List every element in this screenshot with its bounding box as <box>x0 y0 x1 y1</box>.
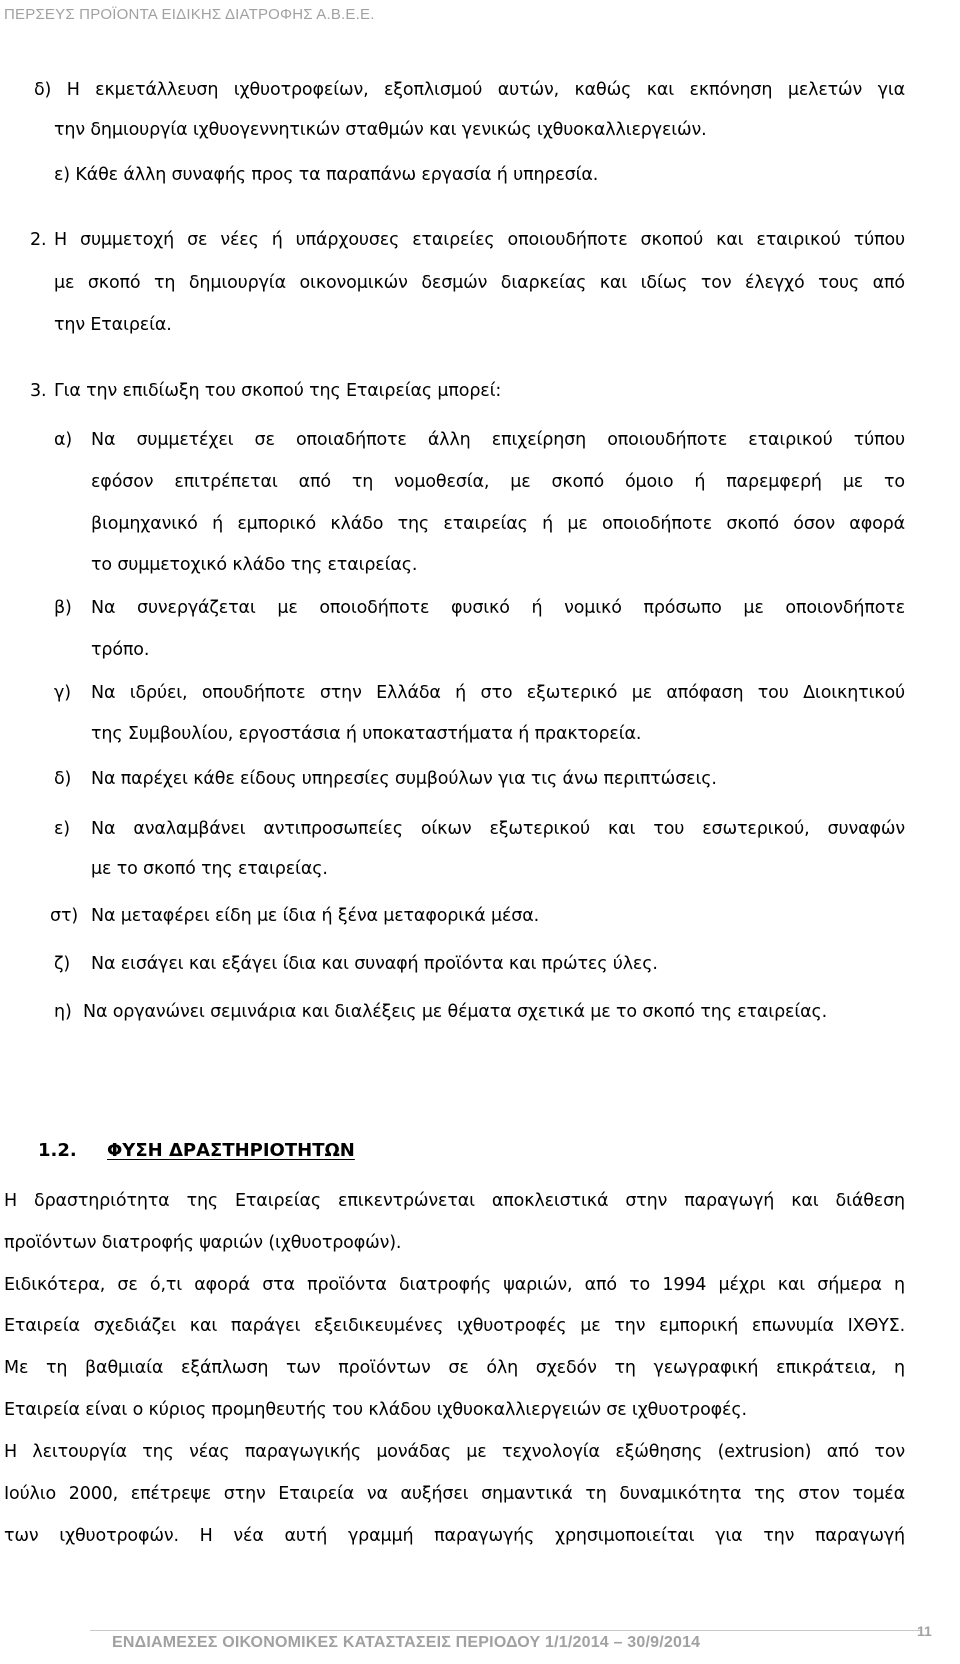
item-e2-label: ε) <box>54 819 70 839</box>
item-d2-line1: Να παρέχει κάθε είδους υπηρεσίες συμβούλων για τις άνω περιπτώσεις. <box>91 769 717 789</box>
item-e: ε) Κάθε άλλη συναφής προς τα παραπάνω εργασία ή υπηρεσία. <box>54 165 599 185</box>
item-e2-line2: με το σκοπό της εταιρείας. <box>91 859 328 879</box>
section-title: ΦΥΣΗ ΔΡΑΣΤΗΡΙΟΤΗΤΩΝ <box>107 1140 355 1161</box>
item-a-line2: εφόσον επιτρέπεται από τη νομοθεσία, με σκοπό όμοιο ή παρεμφερή με το <box>91 472 905 492</box>
body-line-2: προϊόντων διατροφής ψαριών (ιχθυοτροφών). <box>4 1233 402 1253</box>
body-line-6: Εταιρεία είναι ο κύριος προμηθευτής του κλάδου ιχθυοκαλλιεργειών σε ιχθυοτροφές. <box>4 1400 747 1420</box>
body-line-1: Η δραστηριότητα της Εταιρείας επικεντρώνεται αποκλειστικά στην παραγωγή και διάθεση <box>4 1191 905 1211</box>
para2-line3: την Εταιρεία. <box>54 315 172 335</box>
body-line-5: Με τη βαθμιαία εξάπλωση των προϊόντων σε όλη σχεδόν τη γεωγραφική επικράτεια, η <box>4 1358 905 1378</box>
item-b-line2: τρόπο. <box>91 640 150 660</box>
body-line-9: των ιχθυοτροφών. Η νέα αυτή γραμμή παραγωγής χρησιμοποιείται για την παραγωγή <box>4 1526 905 1546</box>
body-line-8: Ιούλιο 2000, επέτρεψε στην Εταιρεία να αυξήσει σημαντικά τη δυναμικότητα της στον τομέα <box>4 1484 905 1504</box>
item-z-line1: Να εισάγει και εξάγει ίδια και συναφή προϊόντα και πρώτες ύλες. <box>91 954 658 974</box>
item-a-line3: βιομηχανικό ή εμπορικό κλάδο της εταιρείας ή με οποιοδήποτε σκοπό όσον αφορά <box>91 514 905 534</box>
item-d2-label: δ) <box>54 769 72 789</box>
item-c-label: γ) <box>54 683 71 703</box>
page-footer: ΕΝΔΙΑΜΕΣΕΣ ΟΙΚΟΝΟΜΙΚΕΣ ΚΑΤΑΣΤΑΣΕΙΣ ΠΕΡΙΟΔΟΥ 1/1/2014 – 30/9/2014 <box>112 1634 701 1651</box>
section-number: 1.2. <box>38 1140 77 1161</box>
item-c-line2: της Συμβουλίου, εργοστάσια ή υποκαταστήματα ή πρακτορεία. <box>91 724 642 744</box>
item-c-line1: Να ιδρύει, οπουδήποτε στην Ελλάδα ή στο εξωτερικό με απόφαση του Διοικητικού <box>91 683 905 703</box>
item-a-line1: Να συμμετέχει σε οποιαδήποτε άλλη επιχείρηση οποιουδήποτε εταιρικού τύπου <box>91 430 905 450</box>
item-a-line4: το συμμετοχικό κλάδο της εταιρείας. <box>91 555 418 575</box>
body-line-3: Ειδικότερα, σε ό,τι αφορά στα προϊόντα διατροφής ψαριών, από το 1994 μέχρι και σήμερα η <box>4 1275 905 1295</box>
item-b-line1: Να συνεργάζεται με οποιοδήποτε φυσικό ή νομικό πρόσωπο με οποιονδήποτε <box>91 598 905 618</box>
body-line-4: Εταιρεία σχεδιάζει και παράγει εξειδικευμένες ιχθυοτροφές με την εμπορική επωνυμία ΙΧΘΥΣ. <box>4 1316 905 1336</box>
item-a-label: α) <box>54 430 73 450</box>
item-d-line2: την δημιουργία ιχθυογεννητικών σταθμών και γενικώς ιχθυοκαλλιεργειών. <box>54 120 707 140</box>
para2-line2: με σκοπό τη δημιουργία οικονομικών δεσμών διαρκείας και ιδίως τον έλεγχό τους από <box>54 273 905 293</box>
item-st-label: στ) <box>50 906 79 926</box>
page-number: 11 <box>917 1623 932 1639</box>
body-line-7: Η λειτουργία της νέας παραγωγικής μονάδας με τεχνολογία εξώθησης (extrusion) από τον <box>4 1442 905 1462</box>
para2-number: 2. <box>30 230 47 250</box>
item-z-label: ζ) <box>54 954 71 974</box>
item-h-label: η) <box>54 1002 72 1022</box>
item-e2-line1: Να αναλαμβάνει αντιπροσωπείες οίκων εξωτερικού και του εσωτερικού, συναφών <box>91 819 905 839</box>
item-b-label: β) <box>54 598 72 618</box>
para3-number: 3. <box>30 381 47 401</box>
item-st-line1: Να μεταφέρει είδη με ίδια ή ξένα μεταφορικά μέσα. <box>91 906 539 926</box>
item-h-line1: Να οργανώνει σεμινάρια και διαλέξεις με θέματα σχετικά με το σκοπό της εταιρείας. <box>83 1002 828 1022</box>
footer-divider <box>90 1630 920 1631</box>
para3-text: Για την επιδίωξη του σκοπού της Εταιρείας μπορεί: <box>54 381 502 401</box>
item-d-line1: δ) Η εκμετάλλευση ιχθυοτροφείων, εξοπλισμού αυτών, καθώς και εκπόνηση μελετών για <box>34 80 905 100</box>
page-header: ΠΕΡΣΕΥΣ ΠΡΟΪΟΝΤΑ ΕΙΔΙΚΗΣ ΔΙΑΤΡΟΦΗΣ Α.Β.Ε.Ε. <box>4 6 375 23</box>
para2-line1: Η συμμετοχή σε νέες ή υπάρχουσες εταιρείες οποιουδήποτε σκοπού και εταιρικού τύπου <box>54 230 905 250</box>
